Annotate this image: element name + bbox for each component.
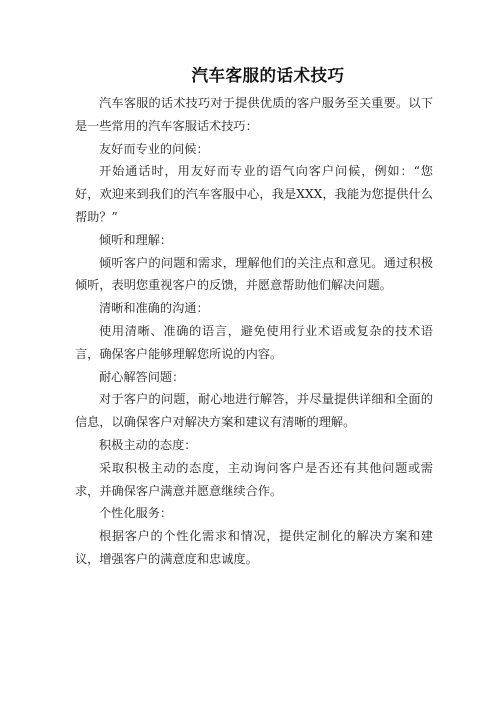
document-title: 汽车客服的话术技巧 (191, 66, 345, 85)
section-heading-proactive: 积极主动的态度： (99, 437, 197, 452)
document-body (75, 92, 433, 571)
section-heading-personalized: 个性化服务： (99, 506, 173, 521)
section-body-patience: 对于客户的问题，耐心地进行解答，并尽量提供详细和全面的信息，以确保客户对解决方案和建议有清晰的理解。 (75, 392, 433, 430)
section-body-communication: 使用清晰、准确的语言，避免使用行业术语或复杂的技术语言，确保客户能够理解您所说的内容。 (75, 323, 433, 361)
section-body-listening: 倾听客户的问题和需求，理解他们的关注点和意见。通过积极倾听，表明您重视客户的反馈，并愿意帮助他们解决问题。 (75, 255, 433, 293)
section-heading-patience: 耐心解答问题： (99, 369, 185, 384)
section-body-proactive: 采取积极主动的态度，主动询问客户是否还有其他问题或需求，并确保客户满意并愿意继续合作。 (75, 460, 433, 498)
section-heading-greeting: 友好而专业的问候： (99, 141, 209, 156)
section-body-personalized: 根据客户的个性化需求和情况，提供定制化的解决方案和建议，增强客户的满意度和忠诚度。 (75, 529, 433, 566)
section-body-greeting: 开始通话时，用友好而专业的语气向客户问候，例如：“您好，欢迎来到我们的汽车客服中心，我是XXX，我能为您提供什么帮助？” (75, 164, 433, 224)
section-heading-listening: 倾听和理解： (99, 232, 173, 247)
section-heading-communication: 清晰和准确的沟通： (99, 301, 209, 316)
intro-paragraph: 汽车客服的话术技巧对于提供优质的客户服务至关重要。以下是一些常用的汽车客服话术技巧： (75, 96, 433, 133)
